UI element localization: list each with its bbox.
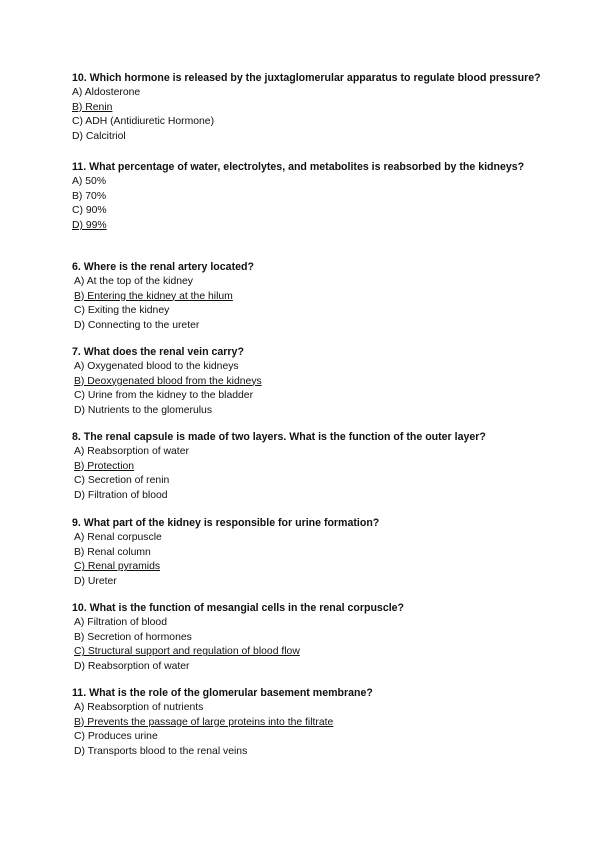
option-a: A) Oxygenated blood to the kidneys xyxy=(74,360,239,372)
option-c-answer: C) Structural support and regulation of blood flow xyxy=(74,646,300,658)
option-c: C) Produces urine xyxy=(74,731,158,743)
question-block-3 xyxy=(72,260,542,334)
option-c: C) Exiting the kidney xyxy=(74,305,170,317)
option-a: A) Renal corpuscle xyxy=(74,531,162,543)
question-block-2 xyxy=(72,160,542,234)
option-d: D) Calcitriol xyxy=(72,131,126,143)
question-text: 11. What is the role of the glomerular basement membrane? xyxy=(72,687,373,699)
option-a: A) Aldosterone xyxy=(72,86,141,98)
question-text: 10. Which hormone is released by the juxtaglomerular apparatus to regulate blood pressure? xyxy=(72,72,541,84)
question-block-4 xyxy=(72,345,542,419)
option-c: C) 90% xyxy=(72,205,107,217)
option-b: B) Renal column xyxy=(74,546,151,558)
option-c-answer: C) Renal pyramids xyxy=(74,561,161,573)
option-d: D) Connecting to the ureter xyxy=(74,320,200,332)
option-b: B) Secretion of hormones xyxy=(74,631,192,643)
question-block-1 xyxy=(72,71,542,145)
option-d: D) Nutrients to the glomerulus xyxy=(74,405,213,417)
question-text: 10. What is the function of mesangial cells in the renal corpuscle? xyxy=(72,602,405,614)
option-a: A) Reabsorption of nutrients xyxy=(74,701,204,713)
question-block-5 xyxy=(72,430,542,504)
option-a: A) 50% xyxy=(72,175,107,187)
question-block-8 xyxy=(72,686,542,760)
option-b-answer: B) Deoxygenated blood from the kidneys xyxy=(74,375,262,387)
option-b-answer: B) Prevents the passage of large proteins into the filtrate xyxy=(74,716,334,728)
option-c: C) ADH (Antidiuretic Hormone) xyxy=(72,116,215,128)
question-text: 11. What percentage of water, electrolytes, and metabolites is reabsorbed by the kidneys? xyxy=(72,161,525,173)
option-b-answer: B) Renin xyxy=(72,101,113,113)
question-text: 8. The renal capsule is made of two layers. What is the function of the outer layer? xyxy=(72,431,486,443)
question-text: 6. Where is the renal artery located? xyxy=(72,261,254,273)
question-text: 9. What part of the kidney is responsible for urine formation? xyxy=(72,517,380,529)
option-d: D) Reabsorption of water xyxy=(74,661,190,673)
option-d: D) Filtration of blood xyxy=(74,490,168,502)
option-d: D) Ureter xyxy=(74,576,117,588)
question-block-7 xyxy=(72,601,542,675)
option-c: C) Secretion of renin xyxy=(74,475,170,487)
option-b-answer: B) Protection xyxy=(74,460,135,472)
option-b-answer: B) Entering the kidney at the hilum xyxy=(74,290,233,302)
option-c: C) Urine from the kidney to the bladder xyxy=(74,390,254,402)
option-b: B) 70% xyxy=(72,190,107,202)
option-a: A) At the top of the kidney xyxy=(74,275,193,287)
option-d: D) Transports blood to the renal veins xyxy=(74,746,248,758)
option-d-answer: D) 99% xyxy=(72,220,107,232)
question-block-6 xyxy=(72,516,542,590)
question-text: 7. What does the renal vein carry? xyxy=(72,346,244,358)
option-a: A) Reabsorption of water xyxy=(74,445,189,457)
option-a: A) Filtration of blood xyxy=(74,616,167,628)
